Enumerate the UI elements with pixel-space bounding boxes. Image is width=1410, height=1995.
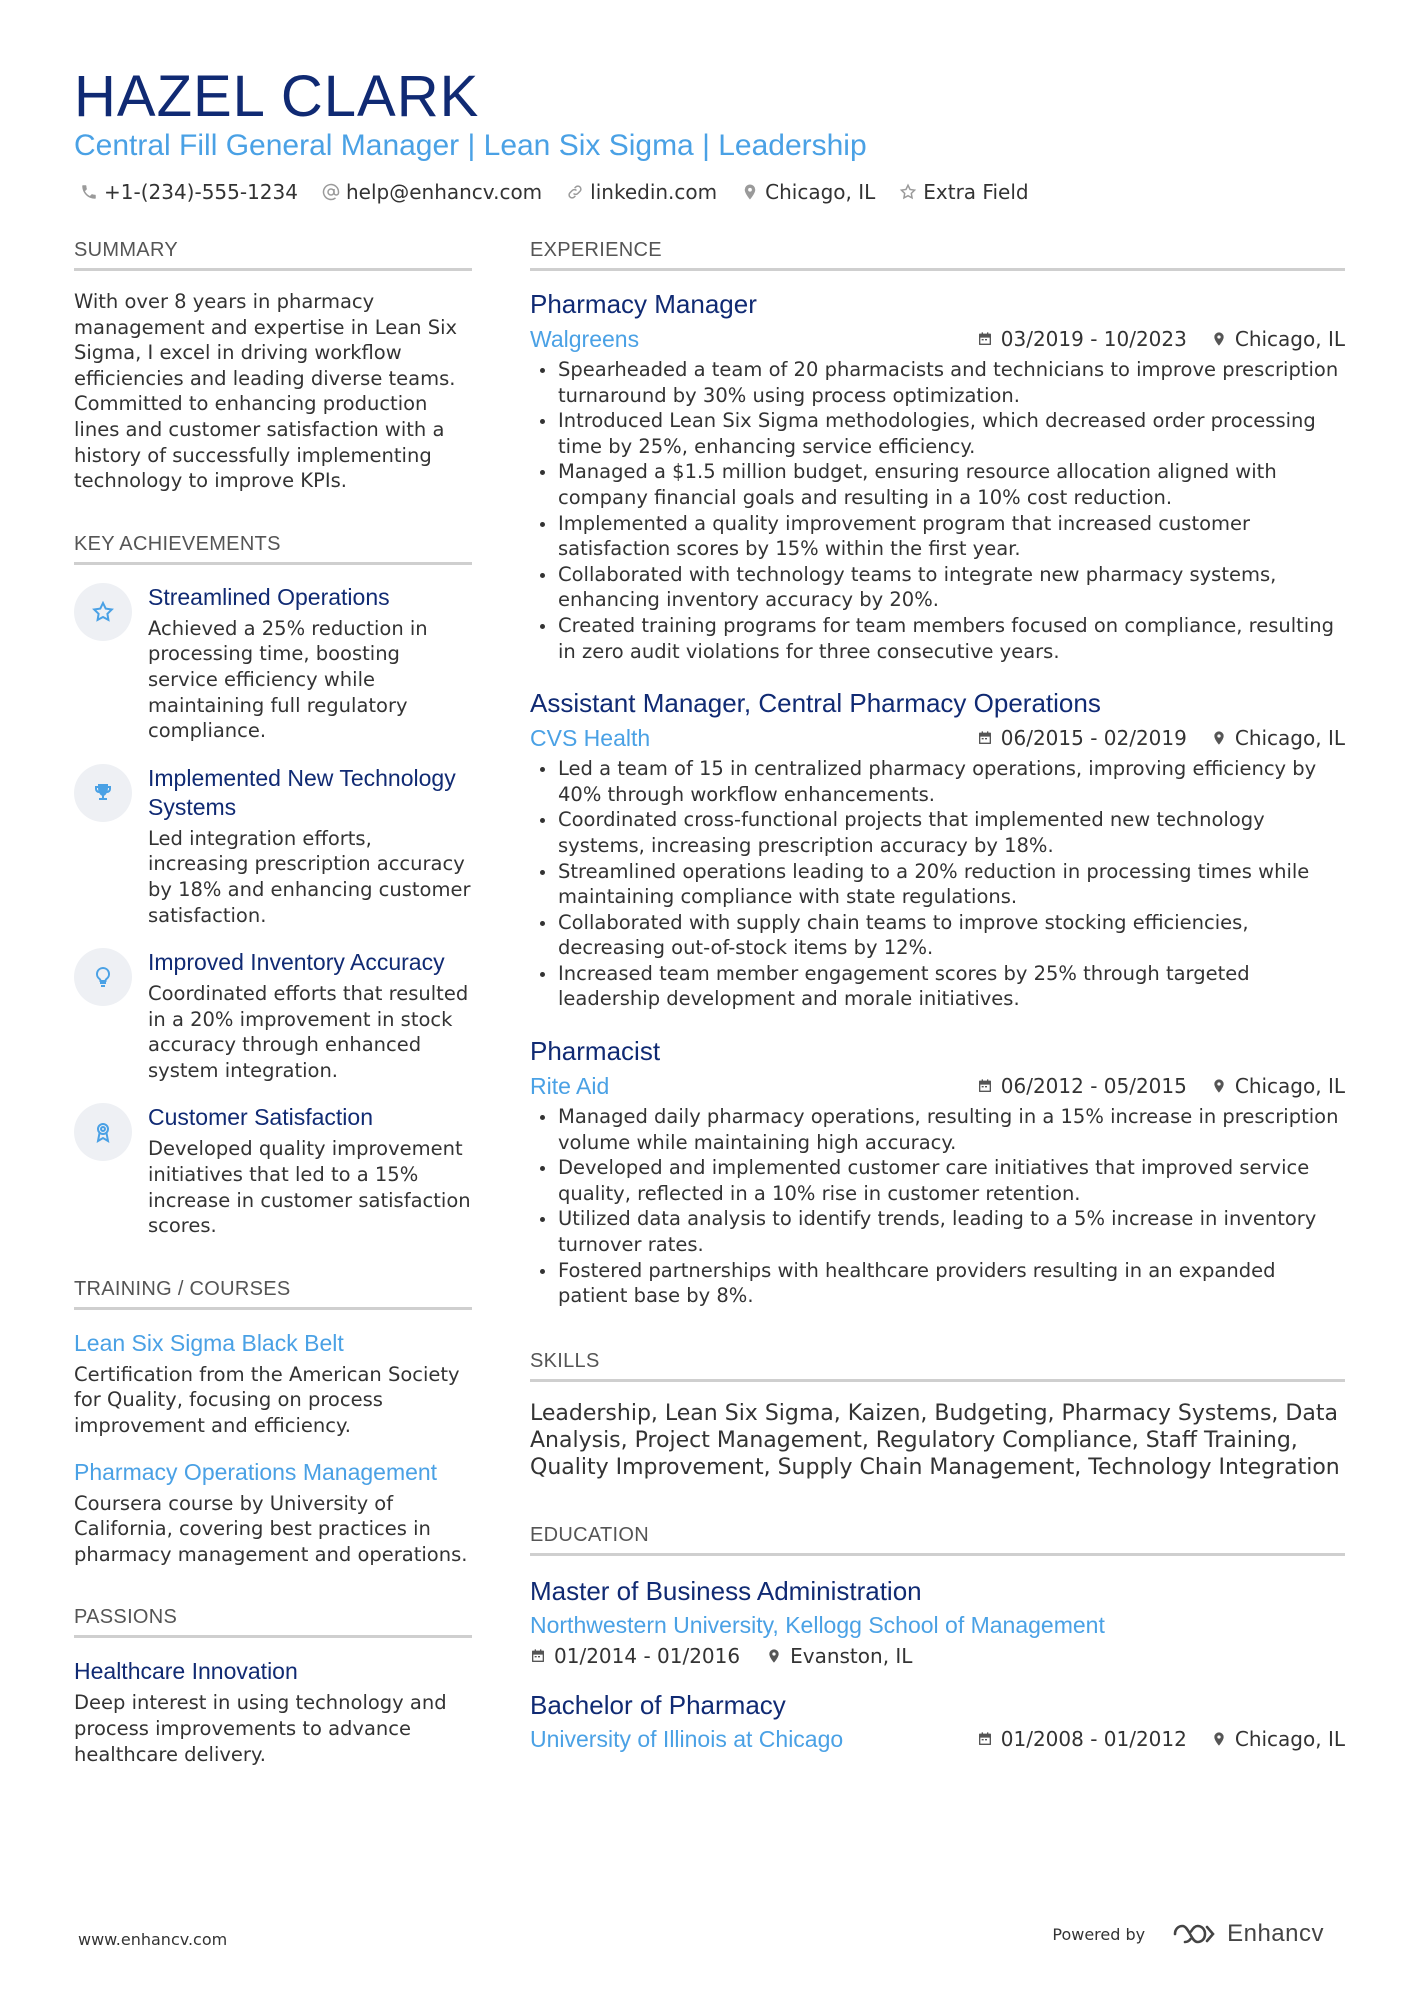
award-icon	[91, 1120, 115, 1144]
candidate-headline: Central Fill General Manager | Lean Six Sigma | Leadership	[74, 129, 867, 162]
contact-location	[741, 178, 875, 206]
achievement-item	[74, 1103, 472, 1238]
course-item	[74, 1328, 472, 1439]
job-title: Pharmacy Manager	[530, 289, 757, 319]
experience-section	[530, 238, 1345, 1309]
bullet-item: Spearheaded a team of 20 pharmacists and technicians to improve prescription turnaround by 30% using process optimization.	[530, 357, 1345, 408]
course-desc: Coursera course by University of California, covering best practices in pharmacy management and operations.	[74, 1491, 468, 1566]
job-bullets	[530, 1104, 1345, 1309]
footer-branding	[1052, 1920, 1324, 1948]
achievement-desc: Developed quality improvement initiatives that led to a 15% increase in customer satisfaction scores.	[148, 1137, 471, 1238]
contact-linkedin-text: linkedin.com	[590, 180, 718, 204]
job-dates-text: 06/2015 - 02/2019	[1000, 726, 1187, 751]
brand-name: Enhancv	[1227, 1920, 1324, 1947]
job-location	[1211, 327, 1345, 351]
location-icon	[741, 183, 759, 201]
course-title: Lean Six Sigma Black Belt	[74, 1329, 344, 1356]
job-title: Pharmacist	[530, 1036, 661, 1067]
job-dates	[977, 327, 1187, 351]
job-entry	[530, 1034, 1345, 1309]
contact-linkedin[interactable]	[566, 178, 717, 206]
education-section	[530, 1523, 1345, 1756]
contact-extra-text: Extra Field	[923, 180, 1029, 204]
passions-section	[74, 1605, 472, 1767]
summary-section	[74, 238, 472, 494]
job-location-text: Chicago, IL	[1234, 327, 1345, 351]
achievements-section	[74, 532, 472, 1239]
school-name: University of Illinois at Chicago	[530, 1725, 844, 1752]
degree-title: Bachelor of Pharmacy	[530, 1689, 786, 1720]
enhancv-logo-icon	[1171, 1921, 1217, 1947]
bullet-item: Managed daily pharmacy operations, resulting in a 15% increase in prescription volume while maintaining high accuracy.	[530, 1104, 1345, 1155]
achievement-icon-wrap	[74, 948, 132, 1006]
achievement-icon-wrap	[74, 583, 132, 641]
job-dates-text: 03/2019 - 10/2023	[1000, 327, 1187, 351]
achievement-desc: Achieved a 25% reduction in processing time, boosting service efficiency while maintaining full regulatory compliance.	[148, 616, 428, 743]
brand-logo[interactable]	[1171, 1920, 1324, 1948]
contact-location-text: Chicago, IL	[765, 180, 876, 204]
job-location	[1211, 1074, 1345, 1098]
company-name: CVS Health	[530, 725, 651, 752]
passion-title: Healthcare Innovation	[74, 1658, 298, 1685]
achievement-item	[74, 764, 472, 928]
candidate-name: HAZEL CLARK	[74, 64, 480, 129]
location-icon	[1211, 1731, 1227, 1747]
achievement-title: Implemented New Technology Systems	[148, 764, 456, 820]
skills-heading: SKILLS	[530, 1349, 1345, 1382]
company-name: Walgreens	[530, 326, 640, 352]
bullet-item: Implemented a quality improvement program that increased customer satisfaction scores by 15% within the first year.	[530, 511, 1345, 562]
job-location-text: Chicago, IL	[1234, 726, 1345, 751]
achievement-title: Customer Satisfaction	[148, 1104, 373, 1131]
achievements-heading: KEY ACHIEVEMENTS	[74, 532, 472, 565]
contact-email-text: help@enhancv.com	[345, 180, 543, 204]
contact-email[interactable]	[322, 178, 542, 206]
job-dates-text: 06/2012 - 05/2015	[1000, 1074, 1187, 1099]
job-dates	[977, 726, 1187, 750]
skills-text: Leadership, Lean Six Sigma, Kaizen, Budgeting, Pharmacy Systems, Data Analysis, Project Management, Regulatory Compliance, Staff Training, Quality Improvement, Supply Chain Management, Technology Integration	[530, 1400, 1340, 1480]
location-icon	[1211, 1078, 1227, 1094]
calendar-icon	[977, 1731, 993, 1747]
contact-extra	[899, 178, 1028, 206]
education-entry	[530, 1574, 1345, 1668]
bullet-item: Increased team member engagement scores by 25% through targeted leadership development and morale initiatives.	[530, 961, 1345, 1012]
achievement-icon-wrap	[74, 764, 132, 822]
course-item	[74, 1457, 472, 1568]
right-column	[530, 238, 1345, 1794]
achievement-title: Improved Inventory Accuracy	[148, 949, 445, 976]
edu-dates	[530, 1644, 740, 1668]
job-entry	[530, 287, 1345, 664]
bullet-item: Developed and implemented customer care initiatives that improved service quality, reflected in a 10% rise in customer retention.	[530, 1155, 1345, 1206]
achievement-item	[74, 583, 472, 744]
summary-heading: SUMMARY	[74, 238, 472, 271]
location-icon	[766, 1648, 782, 1664]
summary-text: With over 8 years in pharmacy management and expertise in Lean Six Sigma, I excel in driving workflow efficiencies and leading diverse teams. Committed to enhancing production lines and customer satisfaction with a history of successfully implementing technology to improve KPIs.	[74, 290, 458, 493]
bullet-item: Introduced Lean Six Sigma methodologies, which decreased order processing time by 25%, enhancing service efficiency.	[530, 408, 1345, 459]
bullet-item: Streamlined operations leading to a 20% reduction in processing times while maintaining compliance with state regulations.	[530, 859, 1345, 910]
bullet-item: Collaborated with technology teams to integrate new pharmacy systems, enhancing inventory accuracy by 20%.	[530, 562, 1345, 613]
location-icon	[1211, 730, 1227, 746]
edu-location-text: Chicago, IL	[1234, 1726, 1345, 1751]
bullet-item: Utilized data analysis to identify trends, leading to a 5% increase in inventory turnover rates.	[530, 1206, 1345, 1257]
course-desc: Certification from the American Society for Quality, focusing on process improvement and efficiency.	[74, 1362, 460, 1438]
job-bullets	[530, 756, 1345, 1012]
education-heading: EDUCATION	[530, 1523, 1345, 1556]
company-name: Rite Aid	[530, 1073, 610, 1100]
edu-dates	[977, 1727, 1187, 1751]
experience-heading: EXPERIENCE	[530, 238, 1345, 271]
achievement-item	[74, 948, 472, 1083]
education-entry	[530, 1688, 1345, 1756]
calendar-icon	[977, 730, 993, 746]
contact-phone-text: +1-(234)-555-1234	[104, 180, 298, 204]
job-location-text: Chicago, IL	[1234, 1074, 1345, 1099]
school-name: Northwestern University, Kellogg School of Management	[530, 1611, 1105, 1638]
degree-title: Master of Business Administration	[530, 1575, 922, 1606]
job-dates	[977, 1074, 1187, 1098]
link-icon	[566, 183, 584, 201]
edu-dates-text: 01/2014 - 01/2016	[554, 1643, 741, 1668]
job-entry	[530, 686, 1345, 1012]
training-heading: TRAINING / COURSES	[74, 1277, 472, 1310]
training-section	[74, 1277, 472, 1568]
course-title: Pharmacy Operations Management	[74, 1458, 438, 1485]
contact-bar	[80, 178, 1029, 206]
job-title: Assistant Manager, Central Pharmacy Operations	[530, 688, 1101, 719]
star-icon	[899, 183, 917, 201]
star-icon	[91, 600, 115, 624]
left-column	[74, 238, 472, 1805]
job-location	[1211, 726, 1345, 750]
contact-phone[interactable]	[80, 178, 298, 206]
edu-location	[1211, 1727, 1345, 1751]
bullet-item: Managed a $1.5 million budget, ensuring resource allocation aligned with company financial goals and resulting in a 10% cost reduction.	[530, 459, 1345, 510]
achievement-icon-wrap	[74, 1103, 132, 1161]
achievement-desc: Coordinated efforts that resulted in a 20% improvement in stock accuracy through enhanced system integration.	[148, 982, 469, 1082]
bullet-item: Created training programs for team members focused on compliance, resulting in zero audit violations for three consecutive years.	[530, 613, 1345, 664]
at-icon	[322, 183, 340, 201]
powered-by-text: Powered by	[1052, 1924, 1146, 1944]
bullet-item: Coordinated cross-functional projects that implemented new technology systems, increasing prescription accuracy by 18%.	[530, 807, 1345, 858]
bullet-item: Collaborated with supply chain teams to improve stocking efficiencies, decreasing out-of-stock items by 12%.	[530, 910, 1345, 961]
location-icon	[1211, 331, 1227, 347]
bullet-item: Fostered partnerships with healthcare providers resulting in an expanded patient base by 8%.	[530, 1258, 1345, 1309]
passion-desc: Deep interest in using technology and process improvements to advance healthcare delivery.	[74, 1691, 447, 1766]
calendar-icon	[977, 331, 993, 347]
bullet-item: Led a team of 15 in centralized pharmacy operations, improving efficiency by 40% through workflow enhancements.	[530, 756, 1345, 807]
passions-heading: PASSIONS	[74, 1605, 472, 1638]
lightbulb-icon	[91, 965, 115, 989]
edu-dates-text: 01/2008 - 01/2012	[1000, 1726, 1187, 1751]
calendar-icon	[530, 1648, 546, 1664]
calendar-icon	[977, 1078, 993, 1094]
phone-icon	[80, 183, 98, 201]
achievement-desc: Led integration efforts, increasing prescription accuracy by 18% and enhancing customer satisfaction.	[148, 826, 471, 927]
edu-location-text: Evanston, IL	[790, 1643, 913, 1668]
edu-location	[766, 1644, 912, 1668]
footer-website[interactable]: www.enhancv.com	[78, 1930, 228, 1949]
trophy-icon	[91, 781, 115, 805]
skills-section	[530, 1349, 1345, 1481]
job-bullets	[530, 357, 1345, 664]
achievement-title: Streamlined Operations	[148, 583, 390, 610]
